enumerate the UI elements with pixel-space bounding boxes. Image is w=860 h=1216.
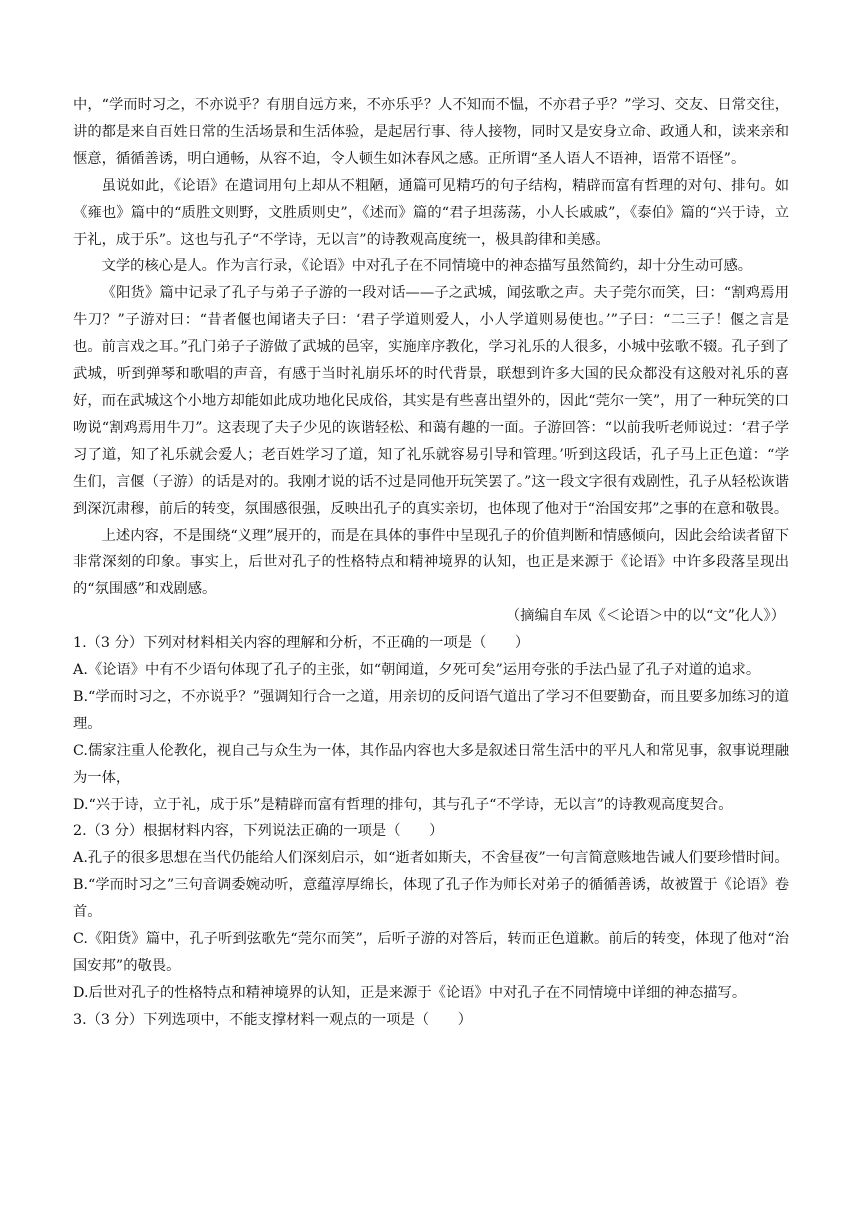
passage-paragraph-2: 虽说如此，《论语》在遣词用句上却从不粗陋，通篇可见精巧的句子结构，精辟而富有哲理的对句、排句。如《雍也》篇中的“质胜文则野，文胜质则史”，《述而》篇的“君子坦荡荡，小人长戚戚”，《泰伯》篇的“兴于诗，立于礼，成于乐”。这也与孔子“不学诗，无以言”的诗教观高度统一，极具韵律和美感。 [73,177,789,248]
question-3 [73,1007,789,1034]
option-c: C.《阳货》篇中，孔子听到弦歌先“莞尔而笑”，后听子游的对答后，转而正色道歉。前后的转变，体现了他对“治国安邦”的敬畏。 [73,931,789,974]
question-stem: 3.（3 分）下列选项中，不能支撑材料一观点的一项是（ ） [73,1011,472,1028]
option-d: D.“兴于诗，立于礼，成于乐”是精辟而富有哲理的排句，其与孔子“不学诗，无以言”的诗教观高度契合。 [73,796,733,813]
question-stem: 2.（3 分）根据材料内容，下列说法正确的一项是（ ） [73,823,444,840]
passage-paragraph-3: 文学的核心是人。作为言行录，《论语》中对孔子在不同情境中的神态描写虽然简约，却十分生动可感。 [101,258,753,275]
question-1 [73,630,789,818]
passage-paragraph-5: 上述内容，不是围绕“义理”展开的，而是在具体的事件中呈现孔子的价值判断和情感倾向，因此会给读者留下非常深刻的印象。事实上，后世对孔子的性格特点和精神境界的认知，也正是来源于《论语》中许多段落呈现出的“氛围感”和戏剧感。 [73,527,789,598]
document-page [73,92,789,1034]
passage-source: （摘编自车凤《＜论语＞中的以“文”化人》） [505,608,785,625]
question-stem: 1.（3 分）下列对材料相关内容的理解和分析，不正确的一项是（ ） [73,635,530,652]
option-b: B.“学而时习之，不亦说乎？”强调知行合一之道，用亲切的反问语气道出了学习不但要勤奋，而且要多加练习的道理。 [73,688,789,732]
option-c: C.儒家注重人伦教化，视自己与众生为一体，其作品内容也大多是叙述日常生活中的平凡人和常见事，叙事说理融为一体， [73,742,789,786]
option-b: B.“学而时习之”三句音调委婉动听，意蕴淳厚绵长，体现了孔子作为师长对弟子的循循善诱，故被置于《论语》卷首。 [73,877,789,921]
option-d: D.后世对孔子的性格特点和精神境界的认知，正是来源于《论语》中对孔子在不同情境中详细的神态描写。 [73,984,747,1001]
passage-paragraph-4: 《阳货》篇中记录了孔子与弟子子游的一段对话——子之武城，闻弦歌之声。夫子莞尔而笑，曰：“割鸡焉用牛刀？”子游对曰：“昔者偃也闻诸夫子曰：‘君子学道则爱人，小人学道则易使也。’”子曰：“二三子！偃之言是也。前言戏之耳。”孔门弟子子游做了武城的邑宰，实施庠序教化，学习礼乐的人很多，小城中弦歌不辍。孔子到了武城，听到弹琴和歌唱的声音，有感于当时礼崩乐坏的时代背景，联想到许多大国的民众都没有这般对礼乐的喜好，而在武城这个小地方却能如此成功地化民成俗，其实是有些喜出望外的，因此“莞尔一笑”，用了一种玩笑的口吻说“割鸡焉用牛刀”。这表现了夫子少见的诙谐轻松、和蔼有趣的一面。子游回答：“以前我听老师说过：‘君子学习了道，知了礼乐就会爱人；老百姓学习了道，知了礼乐就容易引导和管理。’听到这段话，孔子马上正色道：“学生们，言偃（子游）的话是对的。我刚才说的话不过是同他开玩笑罢了。”这一段文字很有戏剧性，孔子从轻松诙谐到深沉肃穆，前后的转变，氛围感很强，反映出孔子的真实亲切，也体现了他对于“治国安邦”之事的在意和敬畏。 [73,285,789,517]
question-2 [73,818,789,1006]
option-a: A.《论语》中有不少语句体现了孔子的主张，如“朝闻道，夕死可矣”运用夸张的手法凸显了孔子对道的追求。 [73,662,761,679]
passage-paragraph-1: 中，“学而时习之，不亦说乎？有朋自远方来，不亦乐乎？人不知而不愠，不亦君子乎？”学习、交友、日常交往，讲的都是来自百姓日常的生活场景和生活体验，是起居行事、待人接物，同时又是安身立命、政通人和，读来亲和惬意，循循善诱，明白通畅，从容不迫，令人顿生如沐春风之感。正所谓“圣人语人不语神，语常不语怪”。 [73,97,789,167]
option-a: A.孔子的很多思想在当代仍能给人们深刻启示，如“逝者如斯夫，不舍昼夜”一句言简意赅地告诫人们要珍惜时间。 [73,850,789,867]
